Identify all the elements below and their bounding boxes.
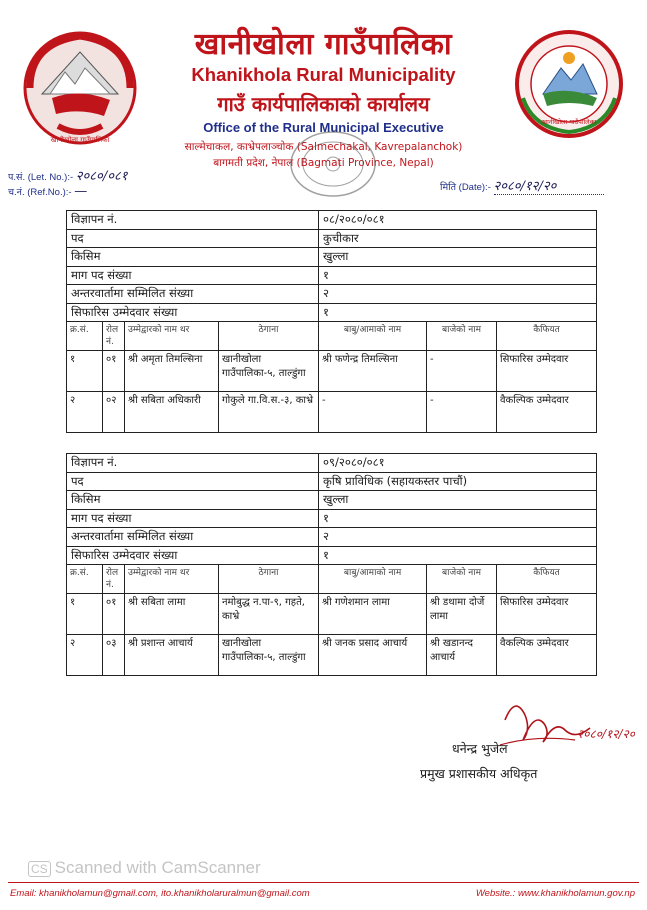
header-address: ठेगाना	[219, 565, 319, 594]
field-label: किसिम	[67, 248, 319, 267]
header-remark: कैफियत	[497, 322, 597, 351]
header-remark: कैफियत	[497, 565, 597, 594]
field-value: खुल्ला	[319, 491, 597, 510]
field-row	[67, 229, 597, 248]
vacancy-table-1	[66, 210, 597, 433]
field-row	[67, 509, 597, 528]
field-value: २	[319, 528, 597, 547]
field-row	[67, 266, 597, 285]
vacancy-table-2	[66, 453, 597, 676]
cell-name: श्री प्रशान्त आचार्य	[125, 635, 219, 676]
field-row	[67, 528, 597, 547]
field-label: अन्तरवार्तामा सम्मिलित संख्या	[67, 528, 319, 547]
footer-website: Website.: www.khanikholamun.gov.np	[475, 888, 635, 899]
header-address: ठेगाना	[219, 322, 319, 351]
field-value: ०९/२०८०/०८१	[319, 454, 597, 473]
field-label: सिफारिस उम्मेदवार संख्या	[67, 546, 319, 565]
header-roll: रोल नं.	[103, 565, 125, 594]
field-label: अन्तरवार्तामा सम्मिलित संख्या	[67, 285, 319, 304]
cell-grand: श्री डथामा दोर्जे लामा	[427, 594, 497, 635]
officer-post: प्रमुख प्रशासकीय अधिकृत	[420, 766, 538, 781]
cell-sn: १	[67, 594, 103, 635]
field-label: किसिम	[67, 491, 319, 510]
cell-name: श्री सबिता अधिकारी	[125, 392, 219, 433]
cell-roll: ०१	[103, 351, 125, 392]
date	[440, 176, 604, 195]
cell-roll: ०१	[103, 594, 125, 635]
camscanner-logo: CS	[28, 861, 51, 877]
letter-number-label: प.सं. (Let. No.):-	[8, 172, 74, 183]
signature-date: २०८०/१२/२०	[577, 727, 635, 741]
cell-address: नमोबुद्ध न.पा-९, गहते, काभ्रे	[219, 594, 319, 635]
municipality-title-nepali: खानीखोला गाउँपालिका	[194, 27, 453, 62]
cell-name: श्री सबिता लामा	[125, 594, 219, 635]
cell-grand: -	[427, 392, 497, 433]
cell-roll: ०३	[103, 635, 125, 676]
field-row	[67, 472, 597, 491]
cell-sn: १	[67, 351, 103, 392]
cell-address: गोकुले गा.वि.स.-३, काभ्रे	[219, 392, 319, 433]
camscanner-text: Scanned with CamScanner	[54, 858, 261, 877]
field-label: माग पद संख्या	[67, 266, 319, 285]
field-row	[67, 248, 597, 267]
field-value: ०८/२०८०/०८१	[319, 211, 597, 230]
table-row	[67, 594, 597, 635]
cell-address: खानीखोला गाउँपालिका-५, ताल्डुंगा	[219, 635, 319, 676]
cell-parent: -	[319, 392, 427, 433]
cell-address: खानीखोला गाउँपालिका-५, ताल्डुंगा	[219, 351, 319, 392]
header-roll: रोल नं.	[103, 322, 125, 351]
municipality-title-english: Khanikhola Rural Municipality	[191, 64, 456, 85]
field-row	[67, 303, 597, 322]
footer-email: Email: khanikholamun@gmail.com, ito.khanikholaruralmun@gmail.com	[10, 888, 310, 899]
cell-remark: वैकल्पिक उम्मेदवार	[497, 635, 597, 676]
letter-number-value: २०८०/०८१	[75, 169, 128, 184]
table-header-row	[67, 322, 597, 351]
field-label: माग पद संख्या	[67, 509, 319, 528]
field-value: १	[319, 509, 597, 528]
field-label: पद	[67, 472, 319, 491]
field-row	[67, 454, 597, 473]
footer-divider	[8, 882, 639, 883]
field-value: १	[319, 266, 597, 285]
date-label: मिति (Date):-	[440, 182, 491, 193]
table-row	[67, 392, 597, 433]
field-value: २	[319, 285, 597, 304]
cell-sn: २	[67, 635, 103, 676]
cell-parent: श्री फणेन्द्र तिमल्सिना	[319, 351, 427, 392]
reference-number-label: च.नं. (Ref.No.):-	[8, 187, 72, 198]
field-label: सिफारिस उम्मेदवार संख्या	[67, 303, 319, 322]
header-parent: बाबु/आमाको नाम	[319, 565, 427, 594]
office-title-nepali: गाउँ कार्यपालिकाको कार्यालय	[217, 92, 430, 116]
field-row	[67, 285, 597, 304]
cell-name: श्री अमृता तिमल्सिना	[125, 351, 219, 392]
seal-caption: खानीखोला गाउँपालिका	[541, 118, 597, 126]
office-stamp-icon	[288, 128, 378, 200]
cell-sn: २	[67, 392, 103, 433]
table-row	[67, 351, 597, 392]
cell-grand: श्री खडानन्द आचार्य	[427, 635, 497, 676]
camscanner-watermark	[28, 858, 261, 878]
cell-remark: वैकल्पिक उम्मेदवार	[497, 392, 597, 433]
header-parent: बाबु/आमाको नाम	[319, 322, 427, 351]
header-name: उम्मेद्वारको नाम थर	[125, 565, 219, 594]
header-sn: क्र.सं.	[67, 565, 103, 594]
cell-parent: श्री जनक प्रसाद आचार्य	[319, 635, 427, 676]
header-grand: बाजेको नाम	[427, 322, 497, 351]
field-row	[67, 546, 597, 565]
header-name: उम्मेद्वारको नाम थर	[125, 322, 219, 351]
field-row	[67, 211, 597, 230]
address-line-1: साल्मेचाकल, काभ्रेपलाञ्चोक (Salmechakal, Kavrepalanchok)	[184, 141, 463, 153]
table-row	[67, 635, 597, 676]
emblem-caption: खानीखोला गाउँपालिका	[50, 136, 110, 144]
field-value: १	[319, 546, 597, 565]
field-value: कुचीकार	[319, 229, 597, 248]
field-value: १	[319, 303, 597, 322]
office-title-english: Office of the Rural Municipal Executive	[203, 120, 444, 135]
header-grand: बाजेको नाम	[427, 565, 497, 594]
cell-remark: सिफारिस उम्मेदवार	[497, 594, 597, 635]
header-sn: क्र.सं.	[67, 322, 103, 351]
field-value: कृषि प्राविधिक (सहायकस्तर पाचौं)	[319, 472, 597, 491]
field-label: विज्ञापन नं.	[67, 211, 319, 230]
reference-number-value: —	[74, 184, 88, 199]
reference-number	[8, 184, 87, 199]
cell-remark: सिफारिस उम्मेदवार	[497, 351, 597, 392]
officer-name: धनेन्द्र भुजेल	[452, 741, 508, 756]
table-header-row	[67, 565, 597, 594]
address-line-2: बागमती प्रदेश, नेपाल (Bagmati Province, Nepal)	[213, 157, 434, 169]
signature-icon	[495, 690, 635, 770]
field-value: खुल्ला	[319, 248, 597, 267]
field-label: विज्ञापन नं.	[67, 454, 319, 473]
field-row	[67, 491, 597, 510]
cell-roll: ०२	[103, 392, 125, 433]
cell-parent: श्री गणेशमान लामा	[319, 594, 427, 635]
date-value: २०८०/१२/२०	[493, 179, 557, 194]
field-label: पद	[67, 229, 319, 248]
letter-number	[8, 166, 127, 184]
cell-grand: -	[427, 351, 497, 392]
